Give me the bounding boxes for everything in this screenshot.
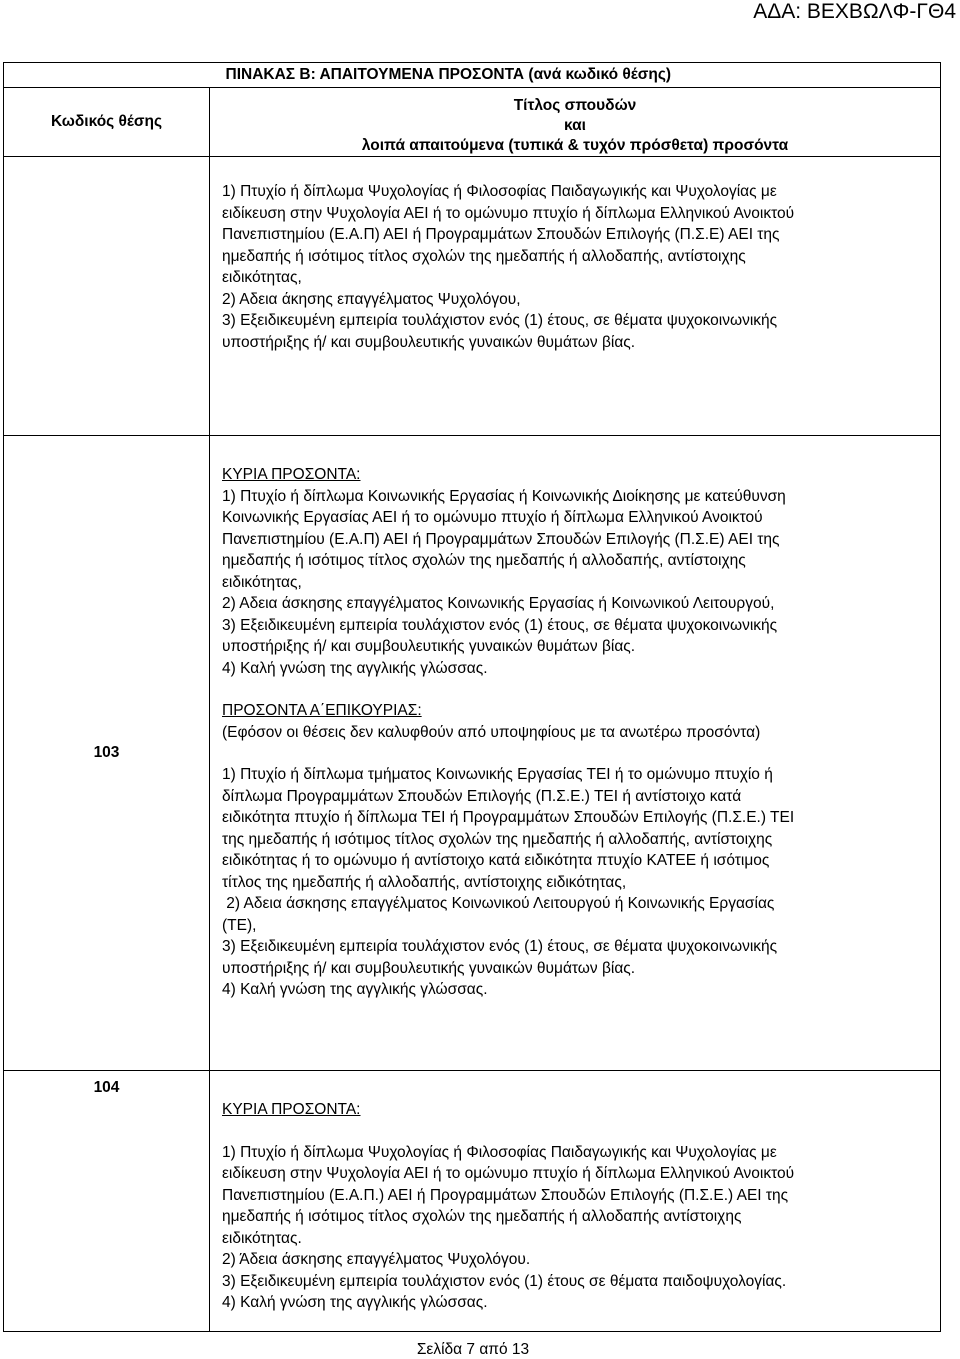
table-title: ΠΙΝΑΚΑΣ Β: ΑΠΑΙΤΟΥΜΕΝΑ ΠΡΟΣΟΝΤΑ (ανά κωδικό θέσης) xyxy=(210,63,941,88)
spacer xyxy=(222,743,928,764)
position-code: 103 xyxy=(93,744,120,761)
column-header-code: Κωδικός θέσης xyxy=(4,88,210,157)
requirements-table xyxy=(3,62,941,1332)
position-code: 104 xyxy=(93,1079,120,1096)
text-line: Πανεπιστημίου (Ε.Α.Π) ΑΕΙ ή Προγραμμάτων Σπουδών Επιλογής (Π.Σ.Ε) ΑΕΙ της xyxy=(222,226,780,243)
page-number: Σελίδα 7 από 13 xyxy=(416,1341,530,1358)
row-code-cell xyxy=(4,436,210,1071)
auxiliary-note: (Εφόσον οι θέσεις δεν καλυφθούν από υποψηφίους με τα ανωτέρω προσόντα) xyxy=(222,723,761,741)
section-heading-auxiliary: ΠΡΟΣΟΝΤΑ Α΄ΕΠΙΚΟΥΡΙΑΣ: xyxy=(222,702,422,719)
text-line: Κοινωνικής Εργασίας ΑΕΙ ή το ομώνυμο πτυχίο ή δίπλωμα Ελληνικού Ανοικτού xyxy=(222,509,763,526)
table-row xyxy=(4,436,941,1071)
table-title-spacer xyxy=(4,63,210,88)
text-line: ειδικότητα πτυχίο ή δίπλωμα ΤΕΙ ή Προγραμμάτων Σπουδών Επιλογής (Π.Σ.Ε.) ΤΕΙ xyxy=(222,809,795,826)
column-header-line: λοιπά απαιτούμενα (τυπικά & τυχόν πρόσθετα) προσόντα xyxy=(361,137,789,154)
text-line: ειδικότητας. xyxy=(222,1229,302,1247)
text-line: 3) Εξειδικευμένη εμπειρία τουλάχιστον ενός (1) έτους σε θέματα παιδοψυχολογίας. xyxy=(222,1272,787,1290)
row-code-cell xyxy=(4,1071,210,1332)
row-requirements-cell xyxy=(210,436,941,1071)
text-line: 3) Εξειδικευμένη εμπειρία τουλάχιστον ενός (1) έτους, σε θέματα ψυχοκοινωνικής xyxy=(222,938,778,955)
text-line: 4) Καλή γνώση της αγγλικής γλώσσας. xyxy=(222,981,488,998)
text-line: ημεδαπής ή ισότιμος τίτλος σχολών της ημεδαπής ή αλλοδαπής, αντίστοιχης xyxy=(222,552,746,569)
row-requirements-cell xyxy=(210,1071,941,1332)
document-reference-code: ΑΔΑ: ΒΕΧΒΩΛΦ-ΓΘ4 xyxy=(753,0,956,23)
text-line: 1) Πτυχίο ή δίπλωμα Κοινωνικής Εργασίας ή Κοινωνικής Διοίκησης με κατεύθυνση xyxy=(222,487,786,505)
text-line: 3) Εξειδικευμένη εμπειρία τουλάχιστον ενός (1) έτους, σε θέματα ψυχοκοινωνικής xyxy=(222,616,778,634)
text-line: ειδικότητας, xyxy=(222,573,302,591)
text-line: 1) Πτυχίο ή δίπλωμα Ψυχολογίας ή Φιλοσοφίας Παιδαγωγικής και Ψυχολογίας με xyxy=(222,183,777,200)
text-line: 2) Αδεια άκησης επαγγέλματος Ψυχολόγου, xyxy=(222,290,521,308)
spacer xyxy=(222,679,928,700)
text-line: τίτλος της ημεδαπής ή αλλοδαπής, αντίστοιχης ειδικότητας, xyxy=(222,873,627,891)
text-line: 4) Καλή γνώση της αγγλικής γλώσσας. xyxy=(222,659,488,677)
row-requirements-cell xyxy=(210,157,941,436)
text-line: 1) Πτυχίο ή δίπλωμα τμήματος Κοινωνικής Εργασίας ΤΕΙ ή το ομώνυμο πτυχίο ή xyxy=(222,766,773,783)
text-line: Πανεπιστημίου (Ε.Α.Π.) ΑΕΙ ή Προγραμμάτων Σπουδών Επιλογής (Π.Σ.Ε.) ΑΕΙ της xyxy=(222,1186,789,1204)
spacer xyxy=(222,1121,928,1142)
column-header-line: και xyxy=(564,117,586,134)
column-header-titles xyxy=(210,88,941,157)
text-line: υποστήριξης ή/ και συμβουλευτικής γυναικών θυμάτων βίας. xyxy=(222,333,636,351)
text-line: ειδίκευση στην Ψυχολογία ΑΕΙ ή το ομώνυμο πτυχίο ή δίπλωμα Ελληνικού Ανοικτού xyxy=(222,1165,795,1182)
text-line: της ημεδαπής ή ισότιμος τίτλος σχολών της ημεδαπής ή αλλοδαπής, αντίστοιχης xyxy=(222,830,773,848)
section-heading-main: ΚΥΡΙΑ ΠΡΟΣΟΝΤΑ: xyxy=(222,466,361,483)
text-line: 2) Αδεια άσκησης επαγγέλματος Κοινωνικής Εργασίας ή Κοινωνικού Λειτουργού, xyxy=(222,595,775,612)
table-row xyxy=(4,1071,941,1332)
row-code-cell xyxy=(4,157,210,436)
column-header-line: Τίτλος σπουδών xyxy=(513,97,637,114)
table-row xyxy=(4,157,941,436)
text-line: ημεδαπής ή ισότιμος τίτλος σχολών της ημεδαπής ή αλλοδαπής αντίστοιχης xyxy=(222,1208,742,1225)
text-line: ημεδαπής ή ισότιμος τίτλος σχολών της ημεδαπής ή αλλοδαπής, αντίστοιχης xyxy=(222,247,746,265)
text-line: υποστήριξης ή/ και συμβουλευτικής γυναικών θυμάτων βίας. xyxy=(222,638,636,655)
text-line: 2) Αδεια άσκησης επαγγέλματος Κοινωνικού Λειτουργού ή Κοινωνικής Εργασίας xyxy=(222,895,775,912)
text-line: δίπλωμα Προγραμμάτων Σπουδών Επιλογής (Π.Σ.Ε.) ΤΕΙ ή αντίστοιχο κατά xyxy=(222,787,742,805)
text-line: υποστήριξης ή/ και συμβουλευτικής γυναικών θυμάτων βίας. xyxy=(222,959,636,977)
text-line: 3) Εξειδικευμένη εμπειρία τουλάχιστον ενός (1) έτους, σε θέματα ψυχοκοινωνικής xyxy=(222,312,778,329)
text-line: Πανεπιστημίου (Ε.Α.Π) ΑΕΙ ή Προγραμμάτων Σπουδών Επιλογής (Π.Σ.Ε) ΑΕΙ της xyxy=(222,530,780,548)
text-line: (ΤΕ), xyxy=(222,916,257,934)
text-line: 4) Καλή γνώση της αγγλικής γλώσσας. xyxy=(222,1294,488,1311)
section-heading-main: ΚΥΡΙΑ ΠΡΟΣΟΝΤΑ: xyxy=(222,1101,361,1118)
text-line: ειδικότητας, xyxy=(222,269,302,286)
text-line: 2) Άδεια άσκησης επαγγέλματος Ψυχολόγου. xyxy=(222,1251,531,1268)
text-line: ειδικότητας ή το ομώνυμο ή αντίστοιχο κατά ειδικότητα πτυχίο ΚΑΤΕΕ ή ισότιμος xyxy=(222,852,770,869)
text-line: 1) Πτυχίο ή δίπλωμα Ψυχολογίας ή Φιλοσοφίας Παιδαγωγικής και Ψυχολογίας με xyxy=(222,1143,777,1161)
text-line: ειδίκευση στην Ψυχολογία ΑΕΙ ή το ομώνυμο πτυχίο ή δίπλωμα Ελληνικού Ανοικτού xyxy=(222,204,795,222)
